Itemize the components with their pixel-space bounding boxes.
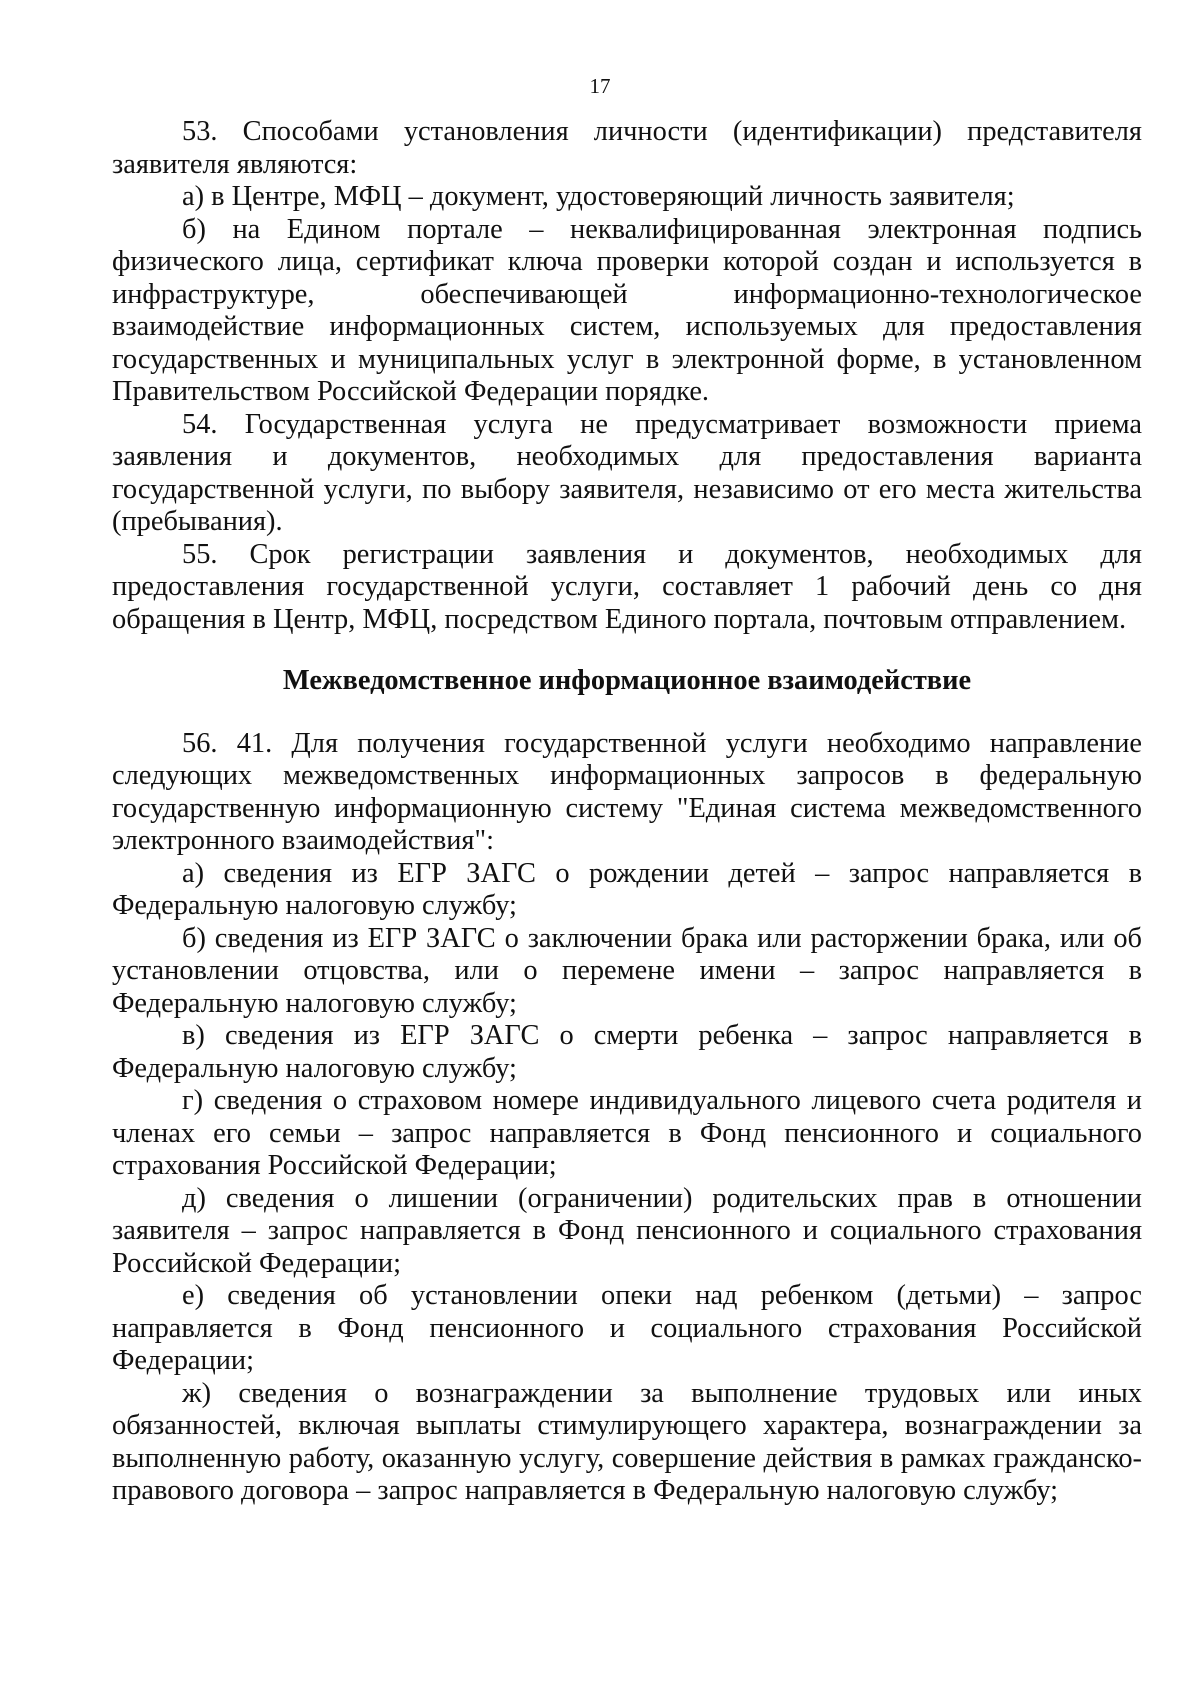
paragraph-56-d: д) сведения о лишении (ограничении) родительских прав в отношении заявителя – запрос направляется в Фонд пенсионного и социального страхования Российской Федерации;: [112, 1182, 1142, 1279]
paragraph-56-b: б) сведения из ЕГР ЗАГС о заключении брака или расторжении брака, или об установлении отцовства, или о перемене имени – запрос направляется в Федеральную налоговую службу;: [112, 922, 1142, 1019]
paragraph-56-g: г) сведения о страховом номере индивидуального лицевого счета родителя и членах его семьи – запрос направляется в Фонд пенсионного и социального страхования Российской Федерации;: [112, 1085, 1142, 1181]
paragraph-56-e: е) сведения об установлении опеки над ребенком (детьми) – запрос направляется в Фонд пенсионного и социального страхования Российской Федерации;: [112, 1280, 1142, 1376]
paragraph-53: 53. Способами установления личности (идентификации) представителя заявителя являются:: [112, 116, 1142, 180]
paragraph-56-a: а) сведения из ЕГР ЗАГС о рождении детей – запрос направляется в Федеральную налоговую службу;: [112, 857, 1142, 921]
paragraph-56-zh: ж) сведения о вознаграждении за выполнение трудовых или иных обязанностей, включая выплаты стимулирующего характера, вознаграждении за выполненную работу, оказанную услугу, совершение действия в рамках гражданско-правового договора – запрос направляется в Федеральную налоговую службу;: [112, 1377, 1142, 1506]
paragraph-56: 56. 41. Для получения государственной услуги необходимо направление следующих межведомственных информационных запросов в федеральную государственную информационную систему "Единая система межведомственного электронного взаимодействия":: [112, 727, 1142, 856]
paragraph-53-a: а) в Центре, МФЦ – документ, удостоверяющий личность заявителя;: [182, 181, 1015, 212]
section-title: Межведомственное информационное взаимодействие: [282, 665, 972, 696]
paragraph-54: 54. Государственная услуга не предусматривает возможности приема заявления и документов, необходимых для предоставления варианта государственной услуги, по выбору заявителя, независимо от его места жительства (пребывания).: [112, 408, 1142, 537]
paragraph-55: 55. Срок регистрации заявления и документов, необходимых для предоставления государственной услуги, составляет 1 рабочий день со дня обращения в Центр, МФЦ, посредством Единого портала, почтовым отправлением.: [112, 538, 1142, 635]
page-number: 17: [589, 74, 611, 98]
paragraph-53-b: б) на Едином портале – неквалифицированная электронная подпись физического лица, сертификат ключа проверки которой создан и используется в инфраструктуре, обеспечивающей информационно-технологическое взаимодействие информационных систем, используемых для предоставления государственных и муниципальных услуг в электронной форме, в установленном Правительством Российской Федерации порядке.: [112, 213, 1142, 407]
document-body: [112, 116, 1142, 1508]
paragraph-56-v: в) сведения из ЕГР ЗАГС о смерти ребенка – запрос направляется в Федеральную налоговую службу;: [112, 1020, 1142, 1084]
